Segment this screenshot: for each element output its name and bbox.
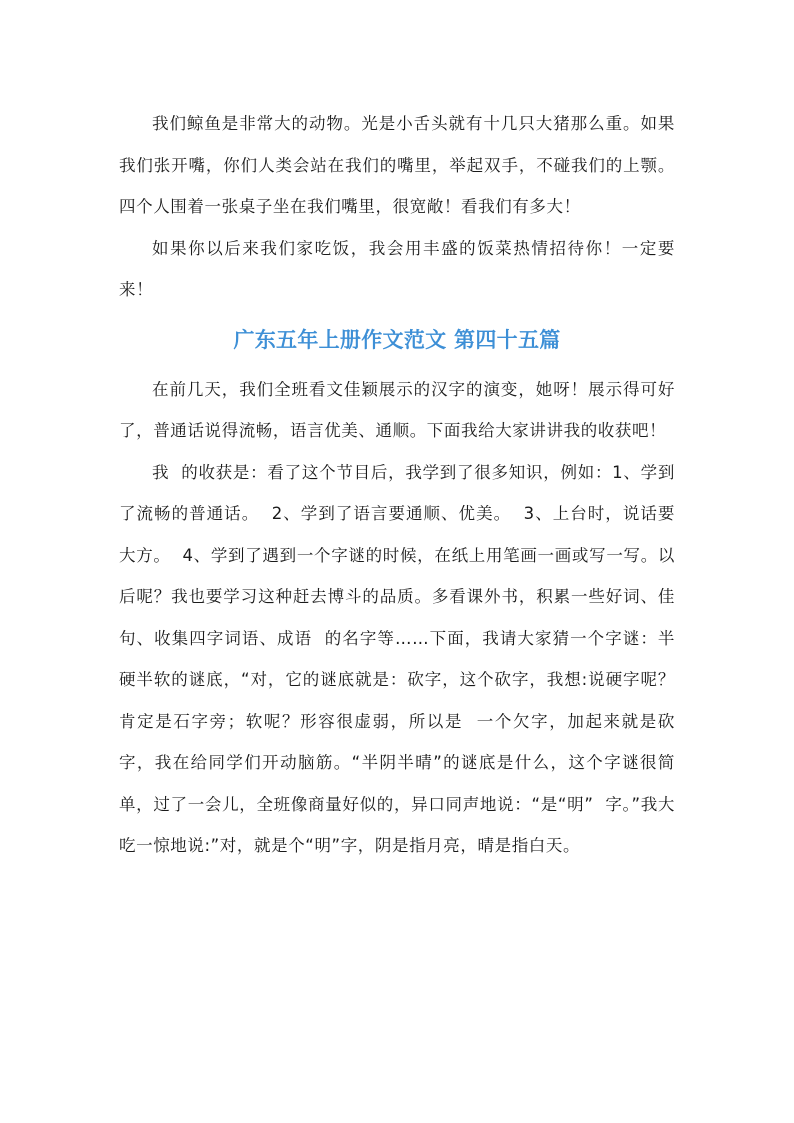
paragraph-intro: 在前几天，我们全班看文佳颖展示的汉字的演变，她呀！展示得可好了，普通话说得流畅，语言优美、通顺。下面我给大家讲讲我的收获吧！ xyxy=(119,379,675,440)
document-body xyxy=(119,103,675,867)
paragraph-invitation: 如果你以后来我们家吃饭，我会用丰盛的饭菜热情招待你！一定要来！ xyxy=(119,238,675,299)
section-title: 广东五年上册作文范文 第四十五篇 xyxy=(233,327,561,352)
paragraph-harvest: 我 的收获是：看了这个节目后，我学到了很多知识，例如：1、学到了流畅的普通话。 2、学到了语言要通顺、优美。 3、上台时，说话要大方。 4、学到了遇到一个字谜的时候，在纸上用笔画一画或写一写。以后呢？我也要学习这种赶去博斗的品质。多看课外书，积累一些好词、佳句、收集四字词语、成语 的名字等……下面，我请大家猜一个字谜：半硬半软的谜底，“对，它的谜底就是：砍字，这个砍字，我想:说硬字呢？肯定是石字旁；软呢？形容很虚弱，所以是 一个欠字，加起来就是砍字，我在给同学们开动脑筋。“半阴半晴”的谜底是什么，这个字谜很简单，过了一会儿，全班像商量好似的，异口同声地说：“是“明” 字。”我大吃一惊地说:”对，就是个“明”字，阴是指月亮，晴是指白天。 xyxy=(119,462,675,855)
paragraph-whale-size: 我们鲸鱼是非常大的动物。光是小舌头就有十几只大猪那么重。如果我们张开嘴，你们人类会站在我们的嘴里，举起双手，不碰我们的上颚。四个人围着一张桌子坐在我们嘴里，很宽敞！看我们有多大！ xyxy=(119,114,675,216)
